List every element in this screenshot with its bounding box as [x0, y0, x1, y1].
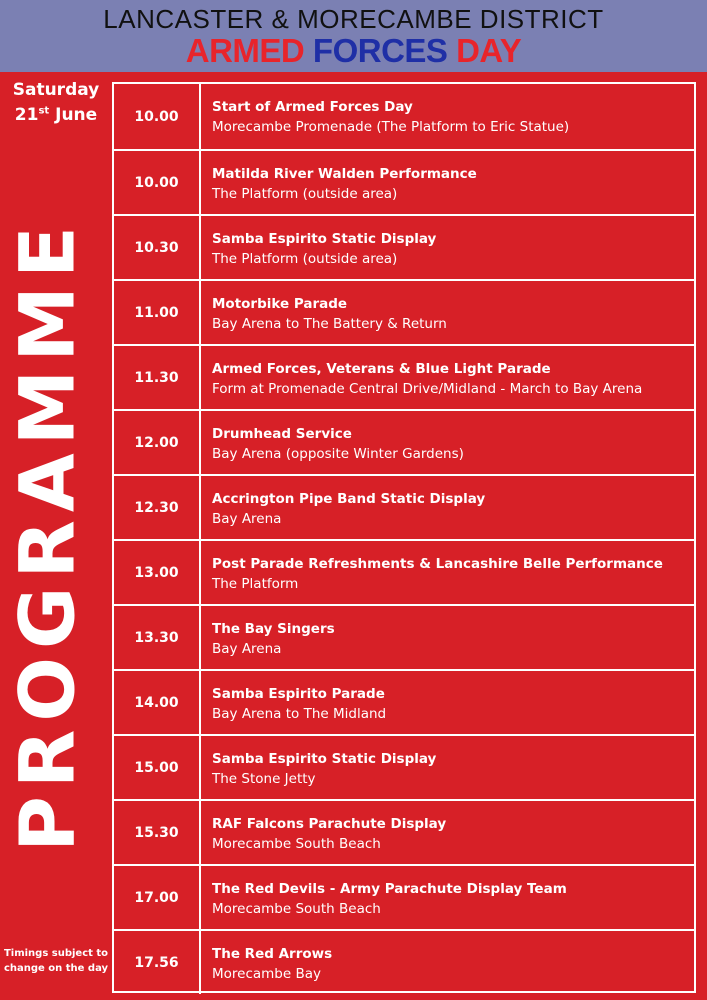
schedule-row: [114, 279, 694, 344]
schedule-row: [114, 214, 694, 279]
schedule-time: 10.00: [114, 151, 201, 214]
schedule-row: [114, 864, 694, 929]
schedule-event-location: The Stone Jetty: [212, 771, 316, 787]
schedule-time: 15.30: [114, 801, 201, 864]
schedule-details: [212, 425, 690, 464]
schedule-event-title: Armed Forces, Veterans & Blue Light Parade: [212, 361, 551, 377]
schedule-event-location: The Platform: [212, 576, 299, 592]
schedule-event-location: Bay Arena (opposite Winter Gardens): [212, 446, 464, 462]
schedule-event-title: RAF Falcons Parachute Display: [212, 816, 447, 832]
schedule-event-location: Bay Arena: [212, 641, 282, 657]
schedule-time: 17.00: [114, 866, 201, 929]
date-suffix: st: [38, 105, 50, 117]
schedule-event-location: Form at Promenade Central Drive/Midland - March to Bay Arena: [212, 381, 643, 397]
schedule-time: 11.30: [114, 346, 201, 409]
schedule-event-location: The Platform (outside area): [212, 186, 398, 202]
schedule-table: [112, 82, 696, 993]
schedule-row: [114, 929, 694, 994]
schedule-details: [212, 685, 690, 724]
schedule-time: 13.00: [114, 541, 201, 604]
schedule-details: [212, 165, 690, 204]
schedule-row: [114, 409, 694, 474]
schedule-event-location: The Platform (outside area): [212, 251, 398, 267]
schedule-time: 12.00: [114, 411, 201, 474]
schedule-event-title: The Red Devils - Army Parachute Display Team: [212, 881, 567, 897]
schedule-time: 14.00: [114, 671, 201, 734]
schedule-event-title: Start of Armed Forces Day: [212, 99, 413, 115]
event-title: [0, 33, 707, 69]
timing-note-line-1: Timings subject to: [3, 948, 109, 959]
event-title-word-day: DAY: [456, 32, 522, 69]
schedule-event-title: The Red Arrows: [212, 946, 333, 962]
schedule-event-title: Motorbike Parade: [212, 296, 348, 312]
timing-note-line-2: change on the day: [3, 963, 109, 974]
header-banner: [0, 0, 707, 72]
schedule-event-title: Samba Espirito Static Display: [212, 231, 437, 247]
schedule-details: [212, 620, 690, 659]
schedule-row: [114, 539, 694, 604]
schedule-time: 10.30: [114, 216, 201, 279]
schedule-details: [212, 555, 690, 594]
schedule-time: 13.30: [114, 606, 201, 669]
schedule-event-title: Drumhead Service: [212, 426, 352, 442]
schedule-details: [212, 815, 690, 854]
schedule-time: 10.00: [114, 84, 201, 149]
schedule-time: 15.00: [114, 736, 201, 799]
schedule-row: [114, 799, 694, 864]
event-day: Saturday: [12, 80, 100, 100]
schedule-event-location: Morecambe Promenade (The Platform to Eric Statue): [212, 119, 570, 135]
schedule-row: [114, 604, 694, 669]
schedule-row: [114, 734, 694, 799]
schedule-event-title: Post Parade Refreshments & Lancashire Belle Performance: [212, 556, 663, 572]
event-day-month: [0, 103, 112, 128]
programme-heading: PROGRAMME: [2, 218, 92, 852]
schedule-event-location: Bay Arena to The Battery & Return: [212, 316, 447, 332]
schedule-event-title: Samba Espirito Static Display: [212, 751, 437, 767]
schedule-event-location: Morecambe South Beach: [212, 836, 381, 852]
schedule-time: 11.00: [114, 281, 201, 344]
schedule-details: [212, 360, 690, 399]
schedule-row: [114, 344, 694, 409]
district-title: LANCASTER & MORECAMBE DISTRICT: [103, 4, 604, 34]
event-title-word-armed: ARMED: [185, 32, 305, 69]
schedule-event-title: Samba Espirito Parade: [212, 686, 385, 702]
schedule-event-title: Accrington Pipe Band Static Display: [212, 491, 486, 507]
timing-note: [2, 946, 110, 976]
date-number: 21: [14, 105, 39, 125]
schedule-row: [114, 84, 694, 149]
schedule-details: [212, 98, 690, 137]
schedule-details: [212, 230, 690, 269]
schedule-details: [212, 880, 690, 919]
schedule-event-title: Matilda River Walden Performance: [212, 166, 477, 182]
event-title-word-forces: FORCES: [312, 32, 448, 69]
schedule-event-title: The Bay Singers: [212, 621, 335, 637]
schedule-row: [114, 669, 694, 734]
schedule-event-location: Morecambe South Beach: [212, 901, 381, 917]
schedule-details: [212, 295, 690, 334]
schedule-details: [212, 945, 690, 984]
schedule-event-location: Bay Arena to The Midland: [212, 706, 387, 722]
schedule-time: 12.30: [114, 476, 201, 539]
schedule-details: [212, 490, 690, 529]
schedule-time: 17.56: [114, 931, 201, 994]
schedule-row: [114, 474, 694, 539]
schedule-event-location: Bay Arena: [212, 511, 282, 527]
schedule-details: [212, 750, 690, 789]
schedule-event-location: Morecambe Bay: [212, 966, 322, 982]
event-date: [0, 78, 112, 128]
date-month: June: [55, 105, 98, 125]
schedule-row: [114, 149, 694, 214]
